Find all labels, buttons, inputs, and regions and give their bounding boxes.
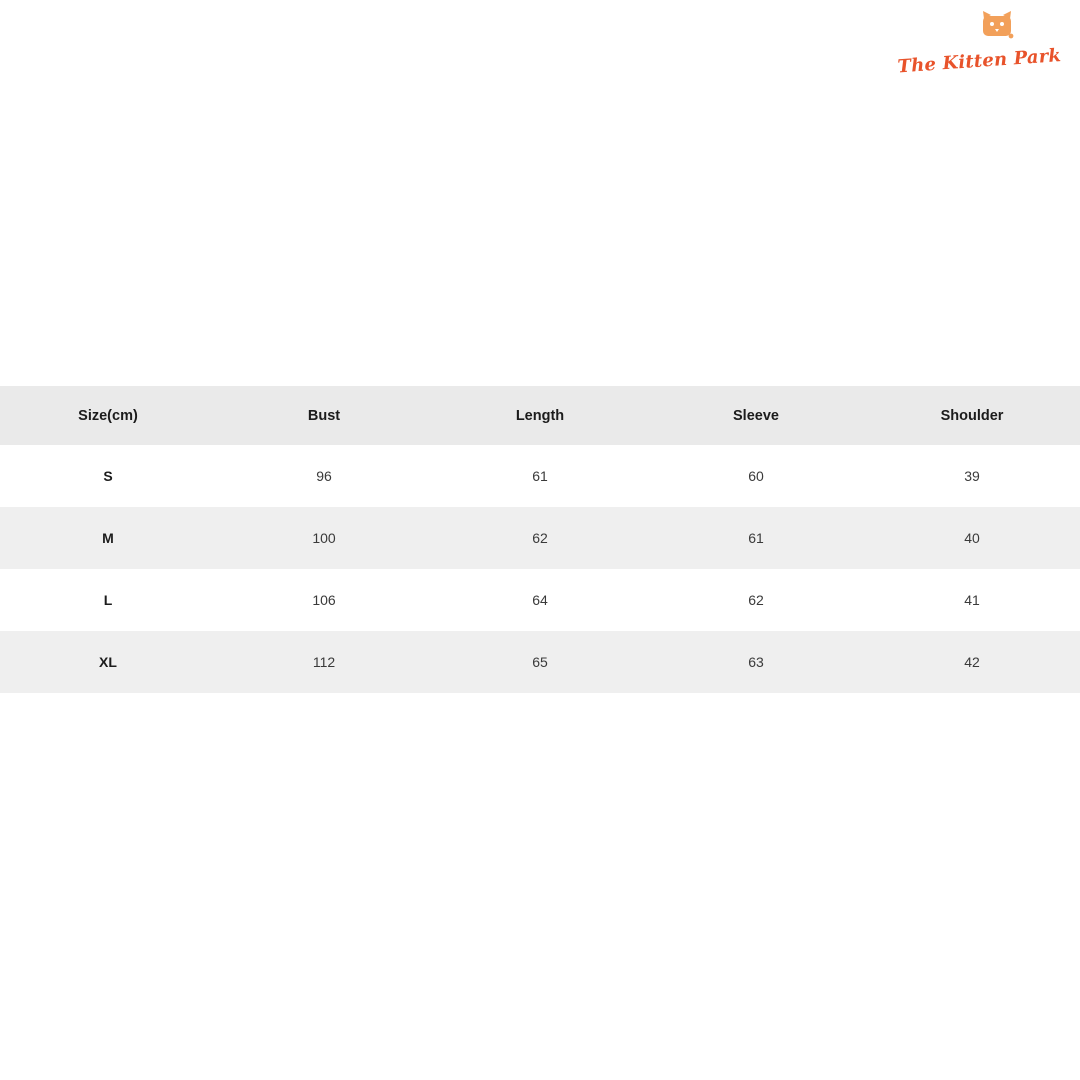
- cell-shoulder: 40: [864, 507, 1080, 569]
- column-header-sleeve: Sleeve: [648, 386, 864, 445]
- table-header-row: [0, 386, 1080, 445]
- cell-shoulder: 39: [864, 445, 1080, 507]
- cell-size: M: [0, 507, 216, 569]
- cell-size: S: [0, 445, 216, 507]
- cell-sleeve: 62: [648, 569, 864, 631]
- size-chart-table: [0, 386, 1080, 693]
- cell-sleeve: 61: [648, 507, 864, 569]
- cell-shoulder: 42: [864, 631, 1080, 693]
- kitten-face-icon: [980, 10, 1014, 40]
- cell-length: 64: [432, 569, 648, 631]
- cell-bust: 106: [216, 569, 432, 631]
- brand-logo: [897, 10, 1062, 78]
- cell-bust: 96: [216, 445, 432, 507]
- cell-sleeve: 63: [648, 631, 864, 693]
- table-row: [0, 507, 1080, 569]
- cell-size: L: [0, 569, 216, 631]
- cell-bust: 100: [216, 507, 432, 569]
- table-row: [0, 631, 1080, 693]
- cell-length: 61: [432, 445, 648, 507]
- table-row: [0, 569, 1080, 631]
- column-header-length: Length: [432, 386, 648, 445]
- cell-bust: 112: [216, 631, 432, 693]
- cell-shoulder: 41: [864, 569, 1080, 631]
- cell-length: 65: [432, 631, 648, 693]
- size-chart: [0, 386, 1080, 693]
- table-row: [0, 445, 1080, 507]
- cell-size: XL: [0, 631, 216, 693]
- column-header-bust: Bust: [216, 386, 432, 445]
- table-body: [0, 445, 1080, 693]
- cell-sleeve: 60: [648, 445, 864, 507]
- column-header-size: Size(cm): [0, 386, 216, 445]
- brand-name: The Kitten Park: [897, 45, 1062, 78]
- column-header-shoulder: Shoulder: [864, 386, 1080, 445]
- table-header: [0, 386, 1080, 445]
- cell-length: 62: [432, 507, 648, 569]
